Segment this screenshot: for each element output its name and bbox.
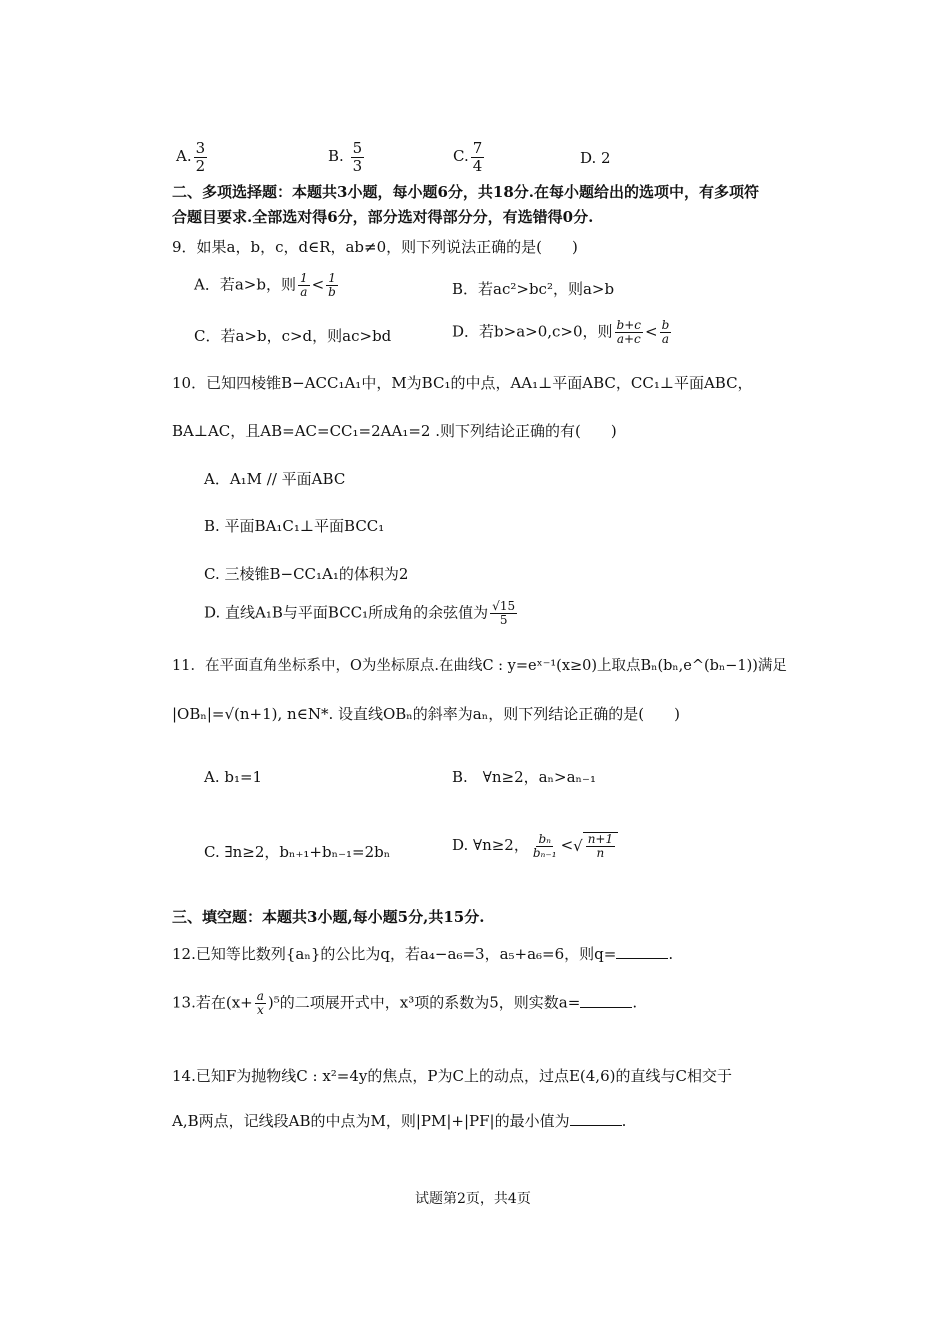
q14-answer-blank[interactable] xyxy=(570,1113,622,1126)
q10-option-b: B. 平面BA₁C₁⊥平面BCC₁ xyxy=(204,517,385,535)
q13-answer-blank[interactable] xyxy=(580,995,632,1008)
q11-option-b: B. ∀n≥2，aₙ>aₙ₋₁ xyxy=(452,768,596,786)
q11-option-c: C. ∃n≥2，bₙ₊₁+bₙ₋₁=2bₙ xyxy=(204,843,391,861)
q8-option-a: A. $\frac{3}{2}$ xyxy=(176,139,206,175)
q11-line1: 11．在平面直角坐标系中，O为坐标原点.在曲线C : y=eˣ⁻¹(x≥0)上取点Bₙ(bₙ,e^(bₙ−1))满足 xyxy=(172,658,787,674)
q9-stem: 9．如果a，b，c，d∈R，ab≠0，则下列说法正确的是( ) xyxy=(172,238,578,256)
q9-option-b: B．若ac²>bc²，则a>b xyxy=(452,280,615,298)
q12-answer-blank[interactable] xyxy=(616,946,668,959)
q9-option-a: A．若a>b，则 $\frac{1}{a}$ < $\frac{1}{b}$ xyxy=(194,271,336,300)
q13: 13.若在(x+ $\frac{a}{x}$ )⁵的二项展开式中，x³项的系数为5，则实数a= . xyxy=(172,989,638,1018)
q11-line2: |OBₙ|=√(n+1), n∈N*. 设直线OBₙ的斜率为aₙ，则下列结论正确的是( ) xyxy=(172,705,680,723)
q10-line1: 10．已知四棱锥B−ACC₁A₁中，M为BC₁的中点，AA₁⊥平面ABC，CC₁⊥平面ABC， xyxy=(172,374,753,392)
q11-option-a: A. b₁=1 xyxy=(204,768,263,786)
q12: 12.已知等比数列{aₙ}的公比为q，若a₄−a₆=3，a₅+a₆=6，则q= . xyxy=(172,945,674,963)
q8-option-c: C. $\frac{7}{4}$ xyxy=(453,139,483,175)
q10-option-d: D. 直线A₁B与平面BCC₁所成角的余弦值为 $\frac{√15}{5}$ xyxy=(204,599,516,628)
section3-title: 三、填空题：本题共3小题,每小题5分,共15分. xyxy=(172,908,485,926)
q14-line1: 14.已知F为抛物线C : x²=4y的焦点，P为C上的动点，过点E(4,6)的直线与C相交于 xyxy=(172,1067,732,1085)
q11-option-d: D. ∀n≥2， $\frac{\text{bₙ}}{\text{bₙ₋₁}}$ < √ $\frac{n+1}{n}$ xyxy=(452,832,618,860)
q9-option-c: C．若a>b，c>d，则ac>bd xyxy=(194,327,392,345)
q10-line2: BA⊥AC，且AB=AC=CC₁=2AA₁=2 .则下列结论正确的有( ) xyxy=(172,422,617,440)
q9-option-d: D．若b>a>0,c>0，则 $\frac{b+c}{a+c}$ < $\frac{b}{a}$ xyxy=(452,318,670,347)
q8-option-b: B. $\frac{5}{3}$ xyxy=(328,139,363,175)
q10-option-c: C. 三棱锥B−CC₁A₁的体积为2 xyxy=(204,565,409,583)
section2-line2: 合题目要求.全部选对得6分，部分选对得部分分，有选错得0分. xyxy=(172,208,594,226)
page-footer: 试题第2页，共4页 xyxy=(415,1191,531,1207)
q8-option-d: D. 2 xyxy=(580,149,611,167)
q14-line2: A,B两点，记线段AB的中点为M，则|PM|+|PF|的最小值为 . xyxy=(172,1112,627,1130)
q10-option-a: A．A₁M // 平面ABC xyxy=(204,470,346,488)
section2-line1: 二、多项选择题：本题共3小题，每小题6分，共18分.在每小题给出的选项中，有多项符 xyxy=(172,183,759,201)
